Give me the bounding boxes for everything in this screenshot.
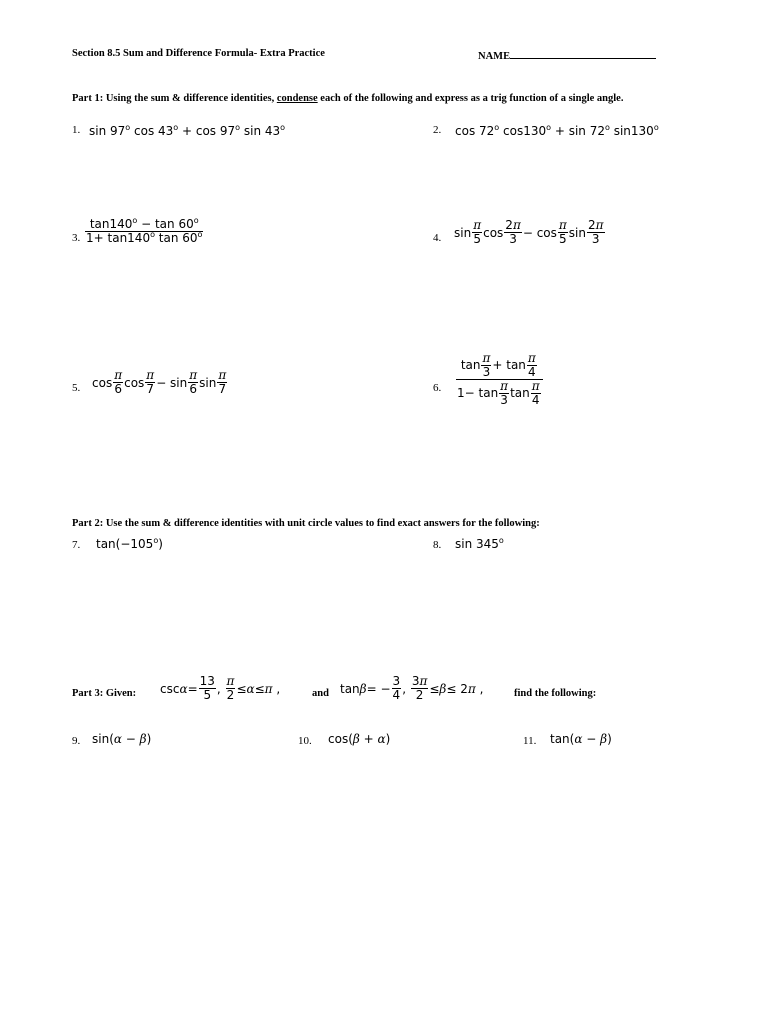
problem-10-expression: cos(β + α) [328,732,391,746]
given-tan-beta: tan β = − $\frac{3}{4}$ , $\frac{3\pi}{2}$ ≤ β ≤ 2 π , [340,674,484,702]
problem-2-expression: cos 72$^o$ $\cos 130^o + \sin 72^o$ sin130$^o$ [455,123,659,138]
problem-8-expression: sin 345$^o$ [455,536,504,551]
name-field[interactable] [478,48,656,62]
problem-11-number: 11. [523,735,537,747]
problem-1-number: 1. [72,124,81,136]
given-csc-alpha: csc α = $\frac{13}{5}$ , $\frac{\pi}{2}$ ≤ α ≤ π , [160,674,281,702]
problem-6-expression: tan $\frac{\pi}{3}$ + tan $\frac{\pi}{4}$ 1− tan $\frac{\pi}{3}$ tan $\frac{\pi}{4}$ [455,352,544,407]
problem-1-expression: sin 97$^o$ $\cos 43^o + \cos 97^o$ sin 43$^o$ [89,123,286,138]
part3-find-label: find the following: [514,688,597,699]
problem-9-expression: sin(α − β) [92,732,152,746]
problem-8-number: 8. [433,539,442,551]
problem-7-number: 7. [72,539,81,551]
problem-3-expression: $\frac{\tan 140^o - \tan 60^o}{1+ \tan 140^o \tan 60^o}$ [86,216,203,245]
name-blank-line [510,48,656,59]
worksheet-title: Section 8.5 Sum and Difference Formula- Extra Practice [72,48,325,59]
problem-5-expression: cos $\frac{\pi}{6}$ cos $\frac{\pi}{7}$ − sin $\frac{\pi}{6}$ sin $\frac{\pi}{7}$ [92,368,227,396]
problem-4-expression: sin $\frac{\pi}{5}$ cos $\frac{2\pi}{3}$ − cos $\frac{\pi}{5}$ sin $\frac{2\pi}{3}$ [454,218,604,246]
part3-given-label: Part 3: Given: [72,688,137,699]
problem-9-number: 9. [72,735,81,747]
problem-5-number: 5. [72,382,81,394]
part1-instructions: Part 1: Using the sum & difference identities, condense each of the following and express as a trig function of a single angle. [72,93,624,104]
part3-and-label: and [312,688,329,699]
problem-11-expression: tan(α − β) [550,732,612,746]
problem-4-number: 4. [433,232,442,244]
problem-10-number: 10. [298,735,312,747]
name-label: NAME [478,51,511,62]
problem-3-number: 3. [72,232,81,244]
part2-instructions: Part 2: Use the sum & difference identities with unit circle values to find exact answers for the following: [72,518,540,529]
problem-7-expression: $\tan(-105^o)$ [96,536,163,551]
condense-keyword: condense [276,93,318,104]
problem-6-number: 6. [433,382,442,394]
problem-2-number: 2. [433,124,442,136]
